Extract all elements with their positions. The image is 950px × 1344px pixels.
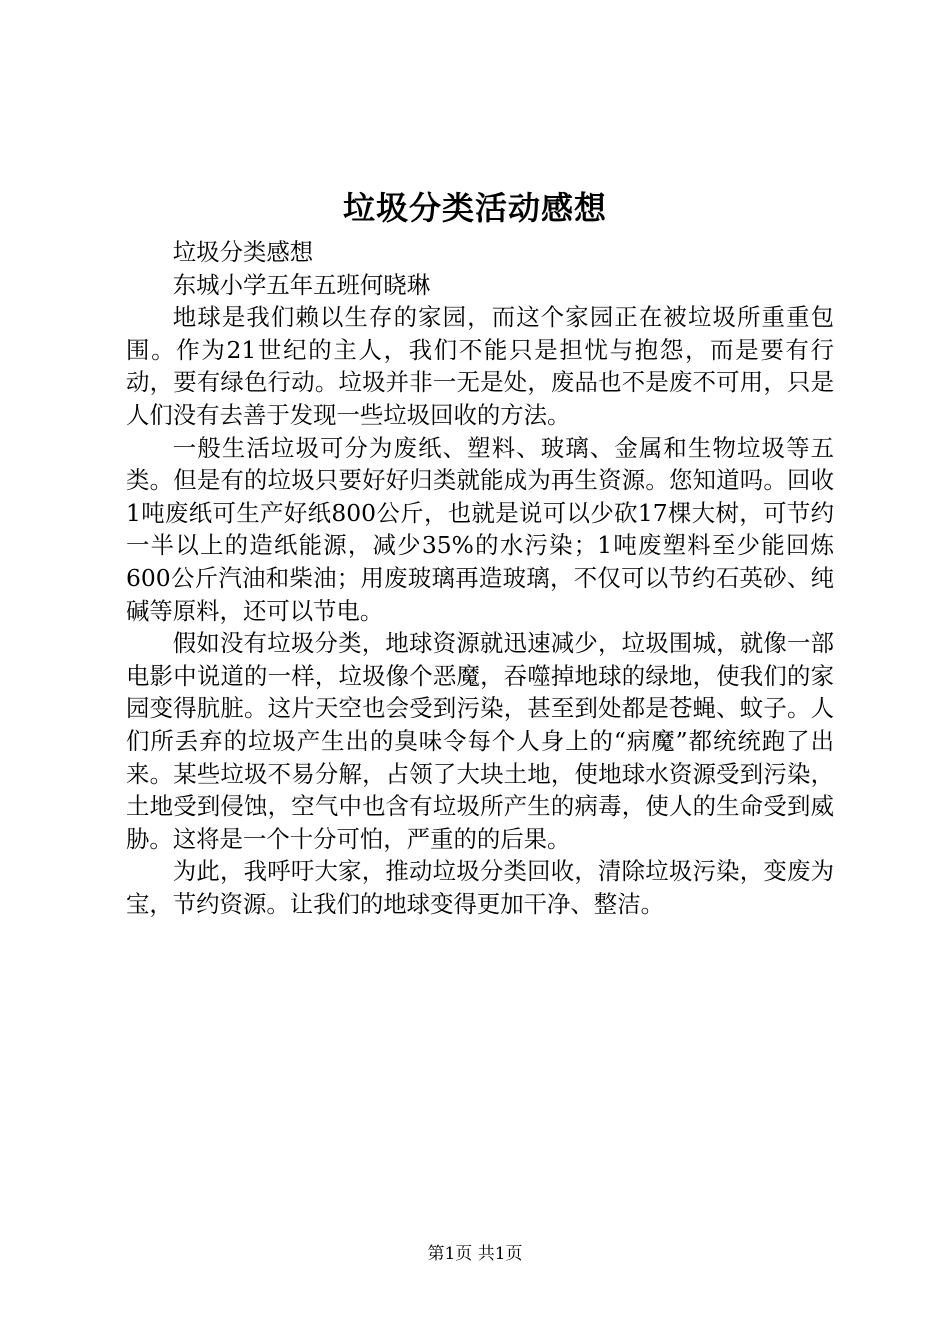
document-body: [126, 236, 834, 920]
body-paragraph: 假如没有垃圾分类，地球资源就迅速减少，垃圾围城，就像一部电影中说道的一样，垃圾像个恶魔，吞噬掉地球的绿地，使我们的家园变得肮脏。这片天空也会受到污染，甚至到处都是苍蝇、蚊子。人们所丢弃的垃圾产生出的臭味令每个人身上的“病魔”都统统跑了出来。某些垃圾不易分解，占领了大块土地，使地球水资源受到污染，土地受到侵蚀，空气中也含有垃圾所产生的病毒，使人的生命受到威胁。这将是一个十分可怕，严重的的后果。: [126, 629, 834, 853]
body-paragraph: 为此，我呼吁大家，推动垃圾分类回收，清除垃圾污染，变废为宝，节约资源。让我们的地球变得更加干净、整洁。: [126, 857, 834, 918]
author-line: 东城小学五年五班何晓琳: [172, 270, 431, 299]
body-paragraph: 地球是我们赖以生存的家园，而这个家园正在被垃圾所重重包围。作为21世纪的主人，我们不能只是担忧与抱怨，而是要有行动，要有绿色行动。垃圾并非一无是处，废品也不是废不可用，只是人们没有去善于发现一些垃圾回收的方法。: [126, 303, 834, 429]
page-number-footer: 第1页 共1页: [427, 1244, 523, 1264]
essay-heading: 垃圾分类感想: [172, 238, 314, 266]
body-paragraph: 一般生活垃圾可分为废纸、塑料、玻璃、金属和生物垃圾等五类。但是有的垃圾只要好好归类就能成为再生资源。您知道吗。回收1吨废纸可生产好纸800公斤，也就是说可以少砍17棵大树，可节约一半以上的造纸能源，减少35%的水污染；1吨废塑料至少能回炼600公斤汽油和柴油；用废玻璃再造玻璃，不仅可以节约石英砂、纯碱等原料，还可以节电。: [126, 433, 834, 625]
document-title: 垃圾分类活动感想: [342, 189, 607, 227]
